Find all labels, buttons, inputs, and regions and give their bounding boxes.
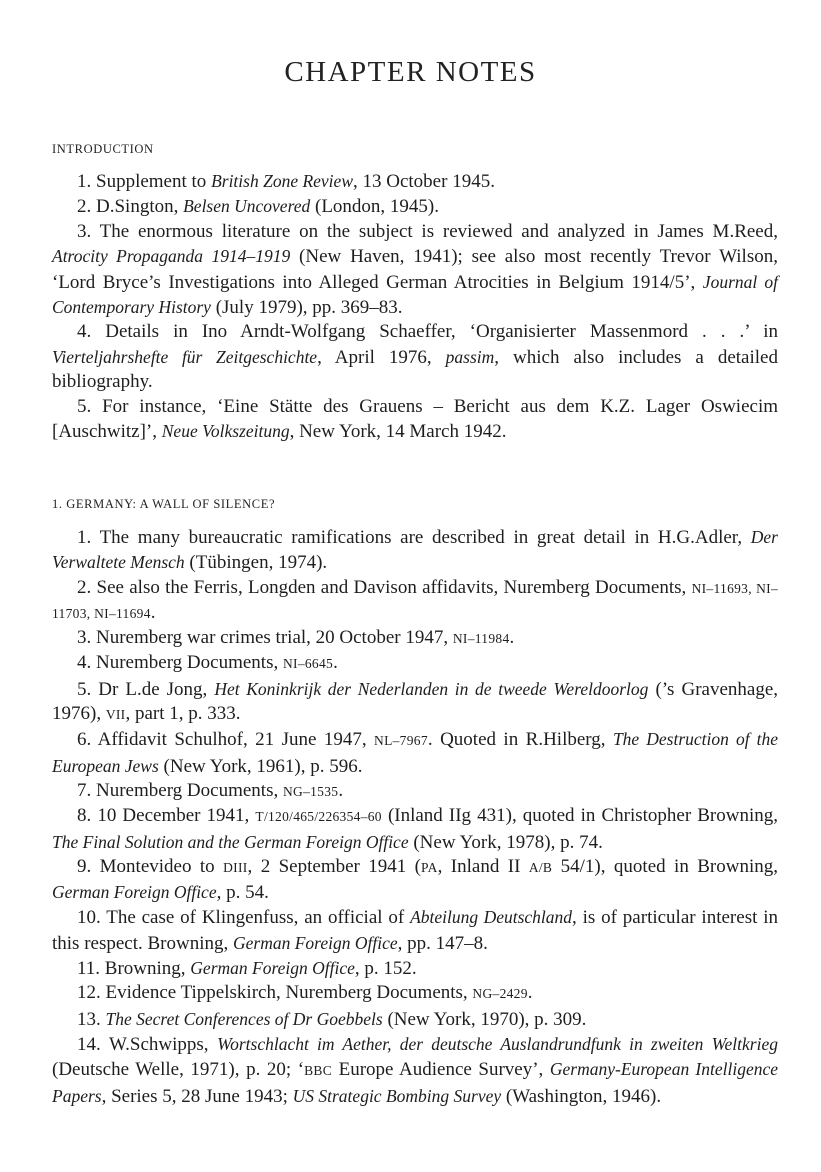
note-text: 5. For instance, ‘Eine Stätte des Grauens – Bericht aus dem K.Z. Lager Oswiecim [Auschwitz]’, (52, 395, 778, 443)
note-text: 1. Supplement to (77, 171, 212, 192)
italic-title: German Foreign Office (233, 932, 398, 953)
note-text: (New York, 1970), p. 309. (382, 1008, 587, 1030)
note-text: (’s Gravenhage, 1976), (52, 678, 779, 725)
note-text: 13. (77, 1008, 106, 1030)
note-text: (Washington, 1946). (501, 1085, 662, 1107)
note-5 (52, 677, 778, 728)
note-text: , is of particular interest in this respect. Browning, (52, 907, 778, 954)
note-text: , p. 152. (354, 958, 417, 980)
italic-title: The Secret Conferences of Dr Goebbels (105, 1008, 383, 1029)
document-ref: VII (105, 707, 126, 723)
note-text: (London, 1945). (310, 196, 440, 218)
note-text: . Quoted in R.Hilberg, (427, 729, 613, 751)
notes-list (52, 169, 778, 444)
note-7 (52, 779, 778, 804)
note-text: , Inland II (437, 855, 529, 877)
note-13 (52, 1007, 778, 1032)
document-ref: T/120/465/226354–60 (255, 809, 382, 825)
italic-title: The Destruction of the European Jews (52, 729, 778, 776)
note-text: 54/1), quoted in Browning, (552, 855, 778, 877)
italic-title: Neue Volkszeitung (161, 421, 290, 442)
note-text: , which also includes a detailed bibliography. (52, 346, 778, 393)
note-text: (New York, 1978), p. 74. (408, 831, 603, 853)
section-introduction (52, 142, 778, 444)
italic-title: Atrocity Propaganda 1914–1919 (52, 246, 291, 267)
note-1 (52, 525, 778, 576)
note-text: , Series 5, 28 June 1943; (101, 1085, 293, 1107)
section-heading: 1. GERMANY: A WALL OF SILENCE? (52, 497, 276, 511)
italic-title: Germany-European Intelligence Papers (52, 1059, 778, 1106)
page-title: CHAPTER NOTES (284, 56, 537, 88)
note-5 (52, 395, 778, 445)
document-ref: NL–7967 (374, 733, 428, 749)
note-12 (52, 981, 778, 1006)
note-4 (52, 320, 778, 394)
note-text: (Deutsche Welle, 1971), p. 20; ‘ (52, 1059, 305, 1081)
note-text: 4. Nuremberg Documents, (77, 652, 283, 674)
note-text: (July 1979), pp. 369–83. (210, 297, 403, 319)
document-ref: A/B (528, 859, 553, 875)
italic-title: Journal of Contemporary History (52, 271, 778, 318)
document-ref: NG–2429 (472, 986, 528, 1002)
note-3 (52, 220, 778, 321)
note-3 (52, 626, 778, 651)
note-8 (52, 804, 778, 855)
note-text: 5. Dr L.de Jong, (77, 678, 215, 700)
italic-title: Belsen Uncovered (183, 196, 311, 217)
note-text: . (509, 627, 515, 649)
note-4 (52, 651, 778, 676)
note-text: , p. 54. (216, 882, 269, 904)
document-ref: NI–6645 (282, 656, 334, 672)
italic-title: Abteilung Deutschland (410, 907, 573, 928)
note-text: 10. The case of Klingenfuss, an official of (77, 907, 411, 929)
note-text: 1. The many bureaucratic ramifications are described in great detail in H.G.Adler, (77, 527, 751, 548)
italic-title: British Zone Review (211, 171, 353, 191)
note-text: (New Haven, 1941); see also most recently Trevor Wilson, ‘Lord Bryce’s Investigations into Alleged German Atrocities in Belgium 1914/5’, (52, 246, 778, 293)
note-14 (52, 1032, 778, 1109)
italic-title: Der Verwaltete Mensch (52, 527, 778, 573)
note-text: , pp. 147–8. (397, 932, 488, 954)
note-text: 3. Nuremberg war crimes trial, 20 October 1947, (77, 627, 453, 649)
note-text: (Tübingen, 1974). (184, 552, 328, 574)
note-2 (52, 194, 778, 219)
italic-title: Wortschlacht im Aether, der deutsche Auslandrundfunk in zweiten Weltkrieg (217, 1033, 778, 1054)
note-text: 11. Browning, (77, 958, 191, 980)
note-text: (New York, 1961), p. 596. (158, 755, 363, 777)
note-text: 8. 10 December 1941, (77, 805, 256, 827)
note-text: 9. Montevideo to (77, 855, 224, 877)
document-ref: PA (421, 859, 438, 875)
italic-title: Het Koninkrijk der Nederlanden in de tweede Wereldoorlog (214, 678, 649, 699)
note-text: , New York, 14 March 1942. (289, 421, 507, 443)
note-text: 12. Evidence Tippelskirch, Nuremberg Documents, (77, 982, 473, 1004)
note-10 (52, 905, 778, 956)
italic-title: passim (445, 346, 495, 367)
note-text: . (338, 779, 344, 801)
document-ref: NI–11693, NI–11703, NI–11694 (52, 580, 778, 621)
note-text: 7. Nuremberg Documents, (77, 779, 283, 801)
note-text: . (333, 652, 338, 674)
italic-title: US Strategic Bombing Survey (292, 1085, 502, 1106)
note-9 (52, 855, 778, 906)
document-ref: NI–11984 (452, 631, 510, 647)
note-11 (52, 956, 778, 981)
document-ref: NG–1535 (282, 783, 339, 799)
note-text: 14. W.Schwipps, (77, 1033, 218, 1055)
note-6 (52, 727, 778, 779)
note-text: Europe Audience Survey’, (332, 1059, 550, 1081)
document-ref: BBC (304, 1063, 333, 1079)
italic-title: German Foreign Office (52, 882, 217, 903)
note-text: , part 1, p. 333. (125, 703, 241, 725)
notes-list (52, 525, 778, 1109)
note-text: . (150, 601, 156, 623)
note-text: 2. See also the Ferris, Longden and Davison affidavits, Nuremberg Documents, (77, 576, 692, 598)
document-ref: DIII (223, 859, 248, 875)
note-text: , 13 October 1945. (353, 171, 495, 192)
section-heading: INTRODUCTION (52, 142, 154, 156)
note-text: , April 1976, (317, 346, 446, 368)
note-text: , 2 September 1941 ( (247, 855, 422, 877)
section-germany-wall-of-silence (52, 497, 778, 1109)
note-text: 3. The enormous literature on the subject is reviewed and analyzed in James M.Reed, (77, 220, 778, 242)
italic-title: German Foreign Office (190, 958, 355, 979)
italic-title: The Final Solution and the German Foreign Office (52, 831, 409, 852)
note-text: (Inland IIg 431), quoted in Christopher Browning, (381, 805, 778, 827)
note-2 (52, 576, 778, 627)
note-text: 6. Affidavit Schulhof, 21 June 1947, (77, 729, 375, 751)
note-text: . (527, 982, 533, 1004)
note-text: 2. D.Sington, (77, 196, 184, 218)
note-text: 4. Details in Ino Arndt-Wolfgang Schaeffer, ‘Organisierter Massenmord . . .’ in (77, 321, 778, 343)
italic-title: Vierteljahrshefte für Zeitgeschichte (52, 346, 318, 367)
note-1 (52, 169, 778, 194)
